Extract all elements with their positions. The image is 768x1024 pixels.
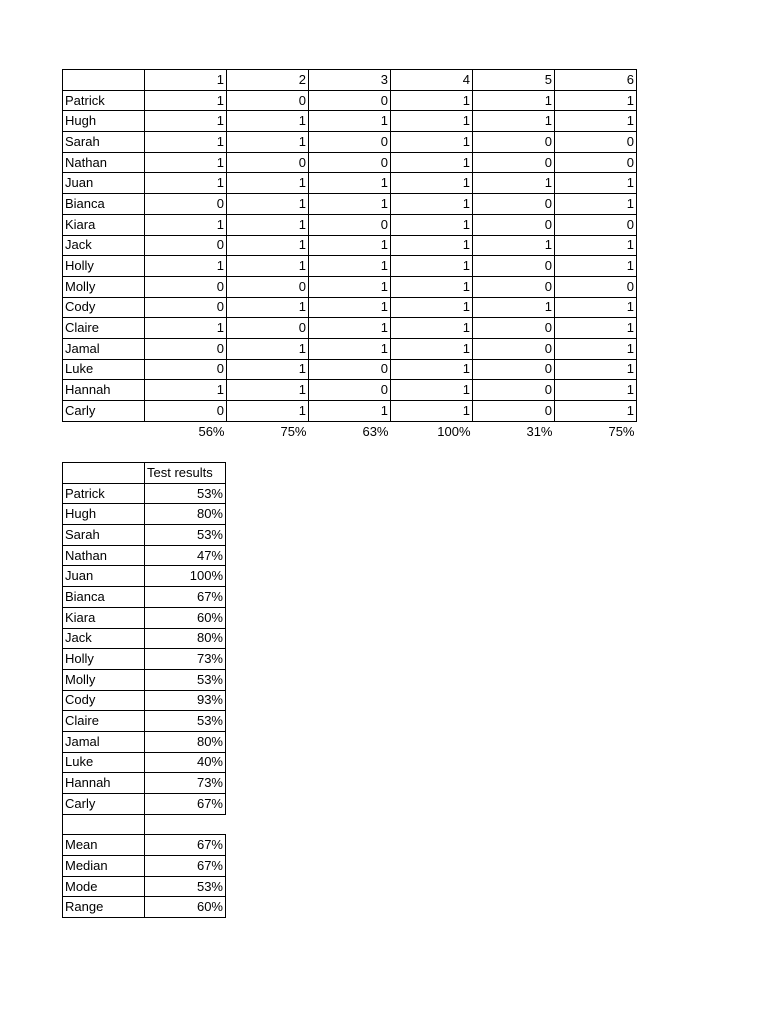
answer-cell[interactable]: 0	[473, 276, 555, 297]
answer-cell[interactable]: 1	[555, 90, 637, 111]
result-value-cell[interactable]: 80%	[145, 628, 226, 649]
result-value-cell[interactable]: 73%	[145, 773, 226, 794]
separator-row	[63, 814, 226, 835]
answer-cell[interactable]: 0	[473, 380, 555, 401]
student-row	[63, 338, 637, 359]
answer-cell[interactable]: 1	[145, 90, 227, 111]
answer-cell[interactable]: 1	[555, 338, 637, 359]
answer-cell[interactable]: 0	[473, 256, 555, 277]
answer-cell[interactable]: 1	[555, 194, 637, 215]
result-value-cell[interactable]: 80%	[145, 731, 226, 752]
student-row	[63, 256, 637, 277]
answer-cell[interactable]: 1	[555, 256, 637, 277]
result-name-cell[interactable]: Holly	[63, 649, 145, 670]
answer-cell[interactable]: 0	[473, 214, 555, 235]
answer-cell[interactable]: 1	[227, 338, 309, 359]
answer-cell[interactable]: 1	[391, 256, 473, 277]
answer-cell[interactable]: 1	[145, 132, 227, 153]
test-results-table	[62, 462, 226, 918]
result-name-cell[interactable]: Molly	[63, 669, 145, 690]
result-name-cell[interactable]: Cody	[63, 690, 145, 711]
result-name-cell[interactable]: Bianca	[63, 587, 145, 608]
answer-cell[interactable]: 1	[145, 152, 227, 173]
stat-name-cell[interactable]: Mode	[63, 876, 145, 897]
answer-cell[interactable]: 1	[309, 338, 391, 359]
answer-cell[interactable]: 1	[227, 401, 309, 422]
stat-value-cell[interactable]: 53%	[145, 876, 226, 897]
question-number-cell[interactable]: 2	[227, 70, 309, 91]
question-percentage-cell[interactable]: 31%	[526, 423, 553, 439]
answer-cell[interactable]: 1	[227, 194, 309, 215]
stat-name-cell[interactable]: Range	[63, 897, 145, 918]
student-row	[63, 152, 637, 173]
result-row	[63, 752, 226, 773]
student-row	[63, 359, 637, 380]
student-name-cell[interactable]: Claire	[63, 318, 145, 339]
stat-value-cell[interactable]: 60%	[145, 897, 226, 918]
answer-cell[interactable]: 1	[391, 235, 473, 256]
answer-cell[interactable]: 1	[391, 173, 473, 194]
corner-cell[interactable]	[63, 70, 145, 91]
answer-cell[interactable]: 1	[391, 276, 473, 297]
answer-cell[interactable]: 1	[391, 297, 473, 318]
result-value-cell[interactable]: 53%	[145, 483, 226, 504]
student-row	[63, 318, 637, 339]
answer-cell[interactable]: 1	[555, 173, 637, 194]
answer-cell[interactable]: 0	[227, 276, 309, 297]
answer-cell[interactable]: 1	[227, 111, 309, 132]
answer-cell[interactable]: 1	[227, 214, 309, 235]
answer-cell[interactable]: 1	[309, 276, 391, 297]
answer-cell[interactable]: 1	[555, 380, 637, 401]
answer-cell[interactable]: 0	[227, 318, 309, 339]
student-name-cell[interactable]: Sarah	[63, 132, 145, 153]
results-header-cell[interactable]: Test results	[145, 463, 226, 484]
answer-cell[interactable]: 0	[145, 401, 227, 422]
question-percentage-cell[interactable]: 63%	[362, 423, 389, 439]
student-name-cell[interactable]: Luke	[63, 359, 145, 380]
student-row	[63, 214, 637, 235]
question-answers-table	[62, 69, 637, 442]
student-row	[63, 276, 637, 297]
student-row	[63, 235, 637, 256]
answer-cell[interactable]: 1	[309, 111, 391, 132]
answer-cell[interactable]: 0	[145, 297, 227, 318]
answer-cell[interactable]: 0	[309, 90, 391, 111]
answer-cell[interactable]: 1	[555, 401, 637, 422]
stat-row	[63, 856, 226, 877]
answer-cell[interactable]: 0	[473, 194, 555, 215]
answer-cell[interactable]: 1	[227, 380, 309, 401]
answer-cell[interactable]: 0	[555, 276, 637, 297]
student-row	[63, 194, 637, 215]
answer-cell[interactable]: 0	[555, 132, 637, 153]
stat-value-cell[interactable]: 67%	[145, 835, 226, 856]
student-name-cell[interactable]: Kiara	[63, 214, 145, 235]
result-name-cell[interactable]: Sarah	[63, 525, 145, 546]
answer-cell[interactable]: 1	[473, 235, 555, 256]
student-name-cell[interactable]: Cody	[63, 297, 145, 318]
result-name-cell[interactable]: Patrick	[63, 483, 145, 504]
answer-cell[interactable]: 1	[391, 401, 473, 422]
answer-cell[interactable]: 1	[391, 214, 473, 235]
student-name-cell[interactable]: Jack	[63, 235, 145, 256]
answer-cell[interactable]: 0	[555, 152, 637, 173]
answer-cell[interactable]: 0	[145, 338, 227, 359]
stat-name-cell[interactable]: Mean	[63, 835, 145, 856]
answer-cell[interactable]: 1	[309, 256, 391, 277]
student-name-cell[interactable]: Hugh	[63, 111, 145, 132]
result-row	[63, 566, 226, 587]
result-row	[63, 607, 226, 628]
answer-cell[interactable]: 0	[309, 380, 391, 401]
result-row	[63, 711, 226, 732]
student-name-cell[interactable]: Carly	[63, 401, 145, 422]
question-percentage-cell[interactable]: 75%	[608, 423, 635, 439]
answer-cell[interactable]: 1	[227, 256, 309, 277]
result-row	[63, 587, 226, 608]
student-name-cell[interactable]: Bianca	[63, 194, 145, 215]
result-value-cell[interactable]: 60%	[145, 607, 226, 628]
question-number-cell[interactable]: 6	[555, 70, 637, 91]
stat-value-cell[interactable]: 67%	[145, 856, 226, 877]
result-name-cell[interactable]: Luke	[63, 752, 145, 773]
question-number-cell[interactable]: 1	[145, 70, 227, 91]
answer-cell[interactable]: 1	[555, 318, 637, 339]
stat-row	[63, 835, 226, 856]
answer-cell[interactable]: 1	[309, 235, 391, 256]
result-row	[63, 690, 226, 711]
student-row	[63, 297, 637, 318]
answer-cell[interactable]: 1	[145, 214, 227, 235]
student-name-cell[interactable]: Jamal	[63, 338, 145, 359]
result-row	[63, 628, 226, 649]
result-value-cell[interactable]: 53%	[145, 669, 226, 690]
result-name-cell[interactable]: Jamal	[63, 731, 145, 752]
answer-cell[interactable]: 1	[227, 297, 309, 318]
student-row	[63, 90, 637, 111]
result-row	[63, 794, 226, 815]
answer-cell[interactable]: 1	[555, 235, 637, 256]
answer-cell[interactable]: 0	[309, 132, 391, 153]
result-value-cell[interactable]: 73%	[145, 649, 226, 670]
result-value-cell[interactable]: 80%	[145, 504, 226, 525]
result-row	[63, 669, 226, 690]
question-percentage-row	[63, 421, 637, 442]
student-name-cell[interactable]: Nathan	[63, 152, 145, 173]
student-name-cell[interactable]: Juan	[63, 173, 145, 194]
student-name-cell[interactable]: Molly	[63, 276, 145, 297]
answer-cell[interactable]: 1	[309, 401, 391, 422]
result-value-cell[interactable]: 93%	[145, 690, 226, 711]
result-row	[63, 545, 226, 566]
result-value-cell[interactable]: 67%	[145, 587, 226, 608]
result-name-cell[interactable]: Juan	[63, 566, 145, 587]
results-corner-cell[interactable]	[63, 463, 145, 484]
result-value-cell[interactable]: 100%	[145, 566, 226, 587]
result-name-cell[interactable]: Hannah	[63, 773, 145, 794]
answer-cell[interactable]: 1	[473, 111, 555, 132]
answer-cell[interactable]: 0	[555, 214, 637, 235]
question-percentage-cell[interactable]: 56%	[198, 423, 225, 439]
answer-cell[interactable]: 1	[391, 111, 473, 132]
answer-cell[interactable]: 1	[227, 359, 309, 380]
answer-cell[interactable]: 0	[309, 359, 391, 380]
result-name-cell[interactable]: Claire	[63, 711, 145, 732]
question-number-cell[interactable]: 3	[309, 70, 391, 91]
student-name-cell[interactable]: Hannah	[63, 380, 145, 401]
question-number-cell[interactable]: 4	[391, 70, 473, 91]
student-name-cell[interactable]: Holly	[63, 256, 145, 277]
result-row	[63, 773, 226, 794]
question-percentage-cell[interactable]: 100%	[437, 423, 471, 439]
answer-cell[interactable]: 1	[145, 318, 227, 339]
answer-cell[interactable]: 1	[473, 297, 555, 318]
answer-cell[interactable]: 1	[145, 111, 227, 132]
answer-cell[interactable]: 0	[145, 359, 227, 380]
answer-cell[interactable]: 1	[391, 132, 473, 153]
answer-cell[interactable]: 1	[555, 297, 637, 318]
answer-cell[interactable]: 1	[473, 173, 555, 194]
student-name-cell[interactable]: Patrick	[63, 90, 145, 111]
result-name-cell[interactable]: Nathan	[63, 545, 145, 566]
result-value-cell[interactable]: 67%	[145, 794, 226, 815]
student-row	[63, 132, 637, 153]
answer-cell[interactable]: 1	[227, 132, 309, 153]
answer-cell[interactable]: 0	[145, 276, 227, 297]
result-name-cell[interactable]: Kiara	[63, 607, 145, 628]
question-number-cell[interactable]: 5	[473, 70, 555, 91]
answer-cell[interactable]: 0	[473, 318, 555, 339]
answer-cell[interactable]: 0	[473, 401, 555, 422]
answer-cell[interactable]: 1	[555, 111, 637, 132]
answer-cell[interactable]: 1	[309, 318, 391, 339]
stat-row	[63, 876, 226, 897]
answer-cell[interactable]: 0	[473, 359, 555, 380]
result-name-cell[interactable]: Carly	[63, 794, 145, 815]
result-value-cell[interactable]: 53%	[145, 525, 226, 546]
answer-cell[interactable]: 1	[391, 152, 473, 173]
answer-cell[interactable]: 1	[227, 235, 309, 256]
result-row	[63, 525, 226, 546]
answer-cell[interactable]: 1	[309, 194, 391, 215]
answer-cell[interactable]: 0	[473, 338, 555, 359]
answer-cell[interactable]: 0	[227, 152, 309, 173]
separator-empty-cell[interactable]	[145, 814, 226, 835]
answer-cell[interactable]: 1	[391, 359, 473, 380]
answer-cell[interactable]: 1	[145, 256, 227, 277]
result-row	[63, 731, 226, 752]
separator-cell[interactable]	[63, 814, 145, 835]
stat-row	[63, 897, 226, 918]
answer-cell[interactable]: 0	[309, 214, 391, 235]
result-value-cell[interactable]: 47%	[145, 545, 226, 566]
answer-cell[interactable]: 1	[391, 318, 473, 339]
result-value-cell[interactable]: 53%	[145, 711, 226, 732]
answer-cell[interactable]: 1	[145, 380, 227, 401]
header-row	[63, 70, 637, 91]
blank-cell[interactable]	[63, 421, 145, 442]
answer-cell[interactable]: 1	[227, 173, 309, 194]
answer-cell[interactable]: 0	[309, 152, 391, 173]
answer-cell[interactable]: 1	[473, 90, 555, 111]
answer-cell[interactable]: 1	[555, 359, 637, 380]
results-header-row	[63, 463, 226, 484]
result-row	[63, 504, 226, 525]
answer-cell[interactable]: 0	[145, 235, 227, 256]
answer-cell[interactable]: 0	[473, 132, 555, 153]
answer-cell[interactable]: 1	[145, 173, 227, 194]
result-name-cell[interactable]: Hugh	[63, 504, 145, 525]
student-row	[63, 401, 637, 422]
answer-cell[interactable]: 1	[309, 297, 391, 318]
question-percentage-cell[interactable]: 75%	[280, 423, 307, 439]
answer-cell[interactable]: 1	[391, 90, 473, 111]
answer-cell[interactable]: 1	[391, 338, 473, 359]
result-value-cell[interactable]: 40%	[145, 752, 226, 773]
answer-cell[interactable]: 0	[145, 194, 227, 215]
answer-cell[interactable]: 0	[473, 152, 555, 173]
student-row	[63, 380, 637, 401]
student-row	[63, 173, 637, 194]
result-name-cell[interactable]: Jack	[63, 628, 145, 649]
stat-name-cell[interactable]: Median	[63, 856, 145, 877]
answer-cell[interactable]: 0	[227, 90, 309, 111]
answer-cell[interactable]: 1	[309, 173, 391, 194]
student-row	[63, 111, 637, 132]
result-row	[63, 649, 226, 670]
result-row	[63, 483, 226, 504]
answer-cell[interactable]: 1	[391, 194, 473, 215]
answer-cell[interactable]: 1	[391, 380, 473, 401]
